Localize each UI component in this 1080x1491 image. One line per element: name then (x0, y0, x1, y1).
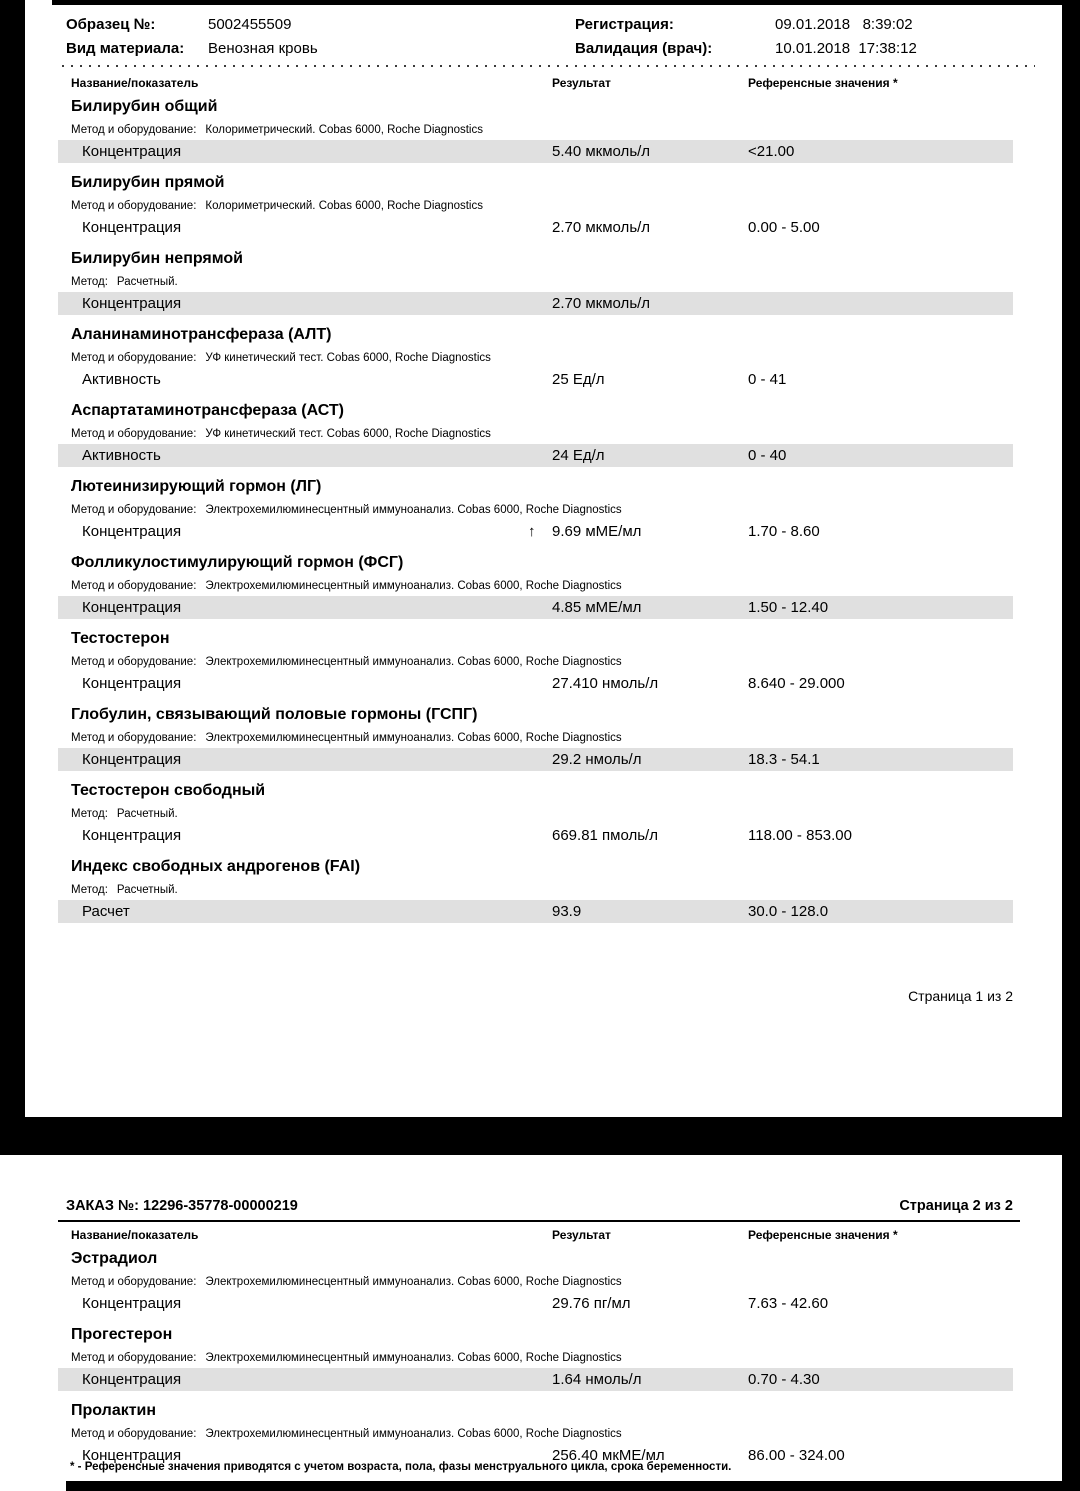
page-number-page2: Страница 2 из 2 (899, 1198, 1013, 1214)
method-line (58, 425, 1013, 443)
method-label: Метод и оборудование: (71, 1352, 197, 1364)
parameter-label: Концентрация (82, 1295, 182, 1312)
parameter-label: Концентрация (82, 675, 182, 692)
validation-datetime: 10.01.2018 17:38:12 (775, 40, 917, 57)
test-section (58, 1246, 1013, 1315)
parameter-label: Концентрация (82, 1447, 182, 1464)
reference-footnote: * - Референсные значения приводятся с учетом возраста, пола, фазы менструального цикла, срока беременности. (70, 1461, 732, 1473)
method-line (58, 577, 1013, 595)
result-value: 5.40 мкмоль/л (552, 143, 651, 160)
test-section (58, 1398, 1013, 1467)
result-row (58, 140, 1013, 163)
material-type-label: Вид материала: (66, 40, 185, 57)
result-row (58, 216, 1013, 239)
parameter-label: Концентрация (82, 751, 182, 768)
test-section (58, 474, 1013, 543)
column-name-header: Название/показатель (71, 1228, 199, 1242)
registration-datetime: 09.01.2018 8:39:02 (775, 16, 913, 33)
parameter-label: Концентрация (82, 599, 182, 616)
method-value: Расчетный. (116, 884, 178, 896)
method-label: Метод и оборудование: (71, 200, 197, 212)
high-flag-up-arrow-icon: ↑ (528, 523, 536, 540)
test-title: Эстрадиол (71, 1250, 158, 1267)
method-value: Электрохемилюминесцентный иммуноанализ. Cobas 6000, Roche Diagnostics (205, 656, 622, 668)
test-list-page2 (58, 1246, 1013, 1474)
method-label: Метод и оборудование: (71, 124, 197, 136)
sample-number-label: Образец №: (66, 16, 156, 33)
method-value: Электрохемилюминесцентный иммуноанализ. Cobas 6000, Roche Diagnostics (205, 1352, 622, 1364)
method-line (58, 197, 1013, 215)
method-label: Метод: (71, 884, 108, 896)
parameter-label: Концентрация (82, 295, 182, 312)
column-reference-header: Референсные значения * (748, 76, 898, 90)
method-line (58, 653, 1013, 671)
order-number-value: ЗАКАЗ №: 12296-35778-00000219 (66, 1198, 298, 1214)
reference-range-value: 18.3 - 54.1 (748, 751, 820, 768)
result-value: 29.2 нмоль/л (552, 751, 642, 768)
method-label: Метод и оборудование: (71, 504, 197, 516)
method-label: Метод: (71, 808, 108, 820)
result-row (58, 672, 1013, 695)
test-section (58, 322, 1013, 391)
test-title: Аспартатаминотрансфераза (АСТ) (71, 402, 344, 419)
result-row (58, 748, 1013, 771)
reference-range-value: 0.70 - 4.30 (748, 1371, 820, 1388)
test-title: Тестостерон (71, 630, 170, 647)
result-value: 4.85 мМЕ/мл (552, 599, 642, 616)
reference-range-value: 1.50 - 12.40 (748, 599, 829, 616)
test-section (58, 778, 1013, 847)
test-title: Глобулин, связывающий половые гормоны (ГСПГ) (71, 706, 478, 723)
reference-range-value: 0 - 41 (748, 371, 787, 388)
result-value: 27.410 нмоль/л (552, 675, 659, 692)
table-header-page2 (58, 1228, 1013, 1244)
test-title: Билирубин прямой (71, 174, 225, 191)
reference-range-value: 0.00 - 5.00 (748, 219, 820, 236)
method-label: Метод и оборудование: (71, 580, 197, 592)
scan-bottom-edge (66, 1481, 1080, 1491)
result-value: 1.64 нмоль/л (552, 1371, 642, 1388)
result-value: 2.70 мкмоль/л (552, 295, 651, 312)
test-list-page1 (58, 94, 1013, 930)
result-value: 24 Ед/л (552, 447, 605, 464)
parameter-label: Концентрация (82, 523, 182, 540)
scan-top-edge (52, 0, 1062, 5)
method-label: Метод и оборудование: (71, 1276, 197, 1288)
method-line (58, 1273, 1013, 1291)
result-value: 93.9 (552, 903, 582, 920)
method-line (58, 273, 1013, 291)
result-row (58, 596, 1013, 619)
column-reference-header: Референсные значения * (748, 1228, 898, 1242)
reference-range-value: <21.00 (748, 143, 795, 160)
test-title: Аланинаминотрансфераза (АЛТ) (71, 326, 332, 343)
method-line (58, 501, 1013, 519)
result-row (58, 292, 1013, 315)
order-number-line (58, 1196, 1020, 1222)
parameter-label: Расчет (82, 903, 130, 920)
test-section (58, 170, 1013, 239)
method-label: Метод: (71, 276, 108, 288)
test-title: Билирубин непрямой (71, 250, 243, 267)
method-line (58, 1349, 1013, 1367)
test-title: Пролактин (71, 1402, 157, 1419)
method-value: Расчетный. (116, 276, 178, 288)
method-label: Метод и оборудование: (71, 1428, 197, 1440)
result-value: 256.40 мкМЕ/мл (552, 1447, 665, 1464)
result-row (58, 824, 1013, 847)
result-row (58, 520, 1013, 543)
result-row (58, 444, 1013, 467)
parameter-label: Концентрация (82, 143, 182, 160)
test-section (58, 702, 1013, 771)
method-line (58, 121, 1013, 139)
parameter-label: Концентрация (82, 827, 182, 844)
test-title: Тестостерон свободный (71, 782, 266, 799)
scan-right-edge (1062, 0, 1080, 1491)
test-title: Индекс свободных андрогенов (FAI) (71, 858, 361, 875)
test-section (58, 1322, 1013, 1391)
method-value: УФ кинетический тест. Cobas 6000, Roche Diagnostics (205, 428, 491, 440)
parameter-label: Концентрация (82, 219, 182, 236)
test-title: Фолликулостимулирующий гормон (ФСГ) (71, 554, 404, 571)
reference-range-value: 86.00 - 324.00 (748, 1447, 845, 1464)
parameter-label: Активность (82, 371, 161, 388)
test-section (58, 398, 1013, 467)
page-break-band (0, 1117, 1080, 1155)
test-section (58, 854, 1013, 923)
result-value: 29.76 пг/мл (552, 1295, 631, 1312)
column-result-header: Результат (552, 76, 611, 90)
reference-range-value: 30.0 - 128.0 (748, 903, 829, 920)
registration-label: Регистрация: (575, 16, 674, 33)
test-section (58, 94, 1013, 163)
method-line (58, 729, 1013, 747)
method-value: Колориметрический. Cobas 6000, Roche Diagnostics (205, 200, 483, 212)
result-value: 9.69 мМЕ/мл (552, 523, 642, 540)
material-type-value: Венозная кровь (208, 40, 318, 57)
method-value: Электрохемилюминесцентный иммуноанализ. Cobas 6000, Roche Diagnostics (205, 732, 622, 744)
parameter-label: Концентрация (82, 1371, 182, 1388)
scan-left-edge (0, 0, 25, 1155)
reference-range-value: 118.00 - 853.00 (748, 827, 852, 844)
column-name-header: Название/показатель (71, 76, 199, 90)
test-section (58, 550, 1013, 619)
method-label: Метод и оборудование: (71, 732, 197, 744)
test-section (58, 246, 1013, 315)
dotted-separator (62, 65, 1035, 67)
result-value: 2.70 мкмоль/л (552, 219, 651, 236)
method-value: Электрохемилюминесцентный иммуноанализ. Cobas 6000, Roche Diagnostics (205, 1428, 622, 1440)
method-value: УФ кинетический тест. Cobas 6000, Roche Diagnostics (205, 352, 491, 364)
reference-range-value: 1.70 - 8.60 (748, 523, 820, 540)
result-value: 25 Ед/л (552, 371, 605, 388)
method-value: Расчетный. (116, 808, 178, 820)
method-label: Метод и оборудование: (71, 428, 197, 440)
reference-range-value: 7.63 - 42.60 (748, 1295, 829, 1312)
result-row (58, 1368, 1013, 1391)
method-line (58, 805, 1013, 823)
method-value: Колориметрический. Cobas 6000, Roche Diagnostics (205, 124, 483, 136)
page-number-page1: Страница 1 из 2 (908, 988, 1013, 1004)
method-line (58, 1425, 1013, 1443)
result-row (58, 900, 1013, 923)
method-value: Электрохемилюминесцентный иммуноанализ. Cobas 6000, Roche Diagnostics (205, 1276, 622, 1288)
method-label: Метод и оборудование: (71, 352, 197, 364)
test-title: Прогестерон (71, 1326, 173, 1343)
method-value: Электрохемилюминесцентный иммуноанализ. Cobas 6000, Roche Diagnostics (205, 580, 622, 592)
parameter-label: Активность (82, 447, 161, 464)
test-title: Лютеинизирующий гормон (ЛГ) (71, 478, 322, 495)
reference-range-value: 8.640 - 29.000 (748, 675, 845, 692)
method-value: Электрохемилюминесцентный иммуноанализ. Cobas 6000, Roche Diagnostics (205, 504, 622, 516)
sample-number-value: 5002455509 (208, 16, 292, 33)
reference-range-value: 0 - 40 (748, 447, 787, 464)
test-section (58, 626, 1013, 695)
result-row (58, 368, 1013, 391)
test-title: Билирубин общий (71, 98, 218, 115)
result-value: 669.81 пмоль/л (552, 827, 658, 844)
column-result-header: Результат (552, 1228, 611, 1242)
validation-label: Валидация (врач): (575, 40, 713, 57)
method-label: Метод и оборудование: (71, 656, 197, 668)
table-header-page1 (58, 76, 1013, 92)
result-row (58, 1292, 1013, 1315)
method-line (58, 881, 1013, 899)
method-line (58, 349, 1013, 367)
